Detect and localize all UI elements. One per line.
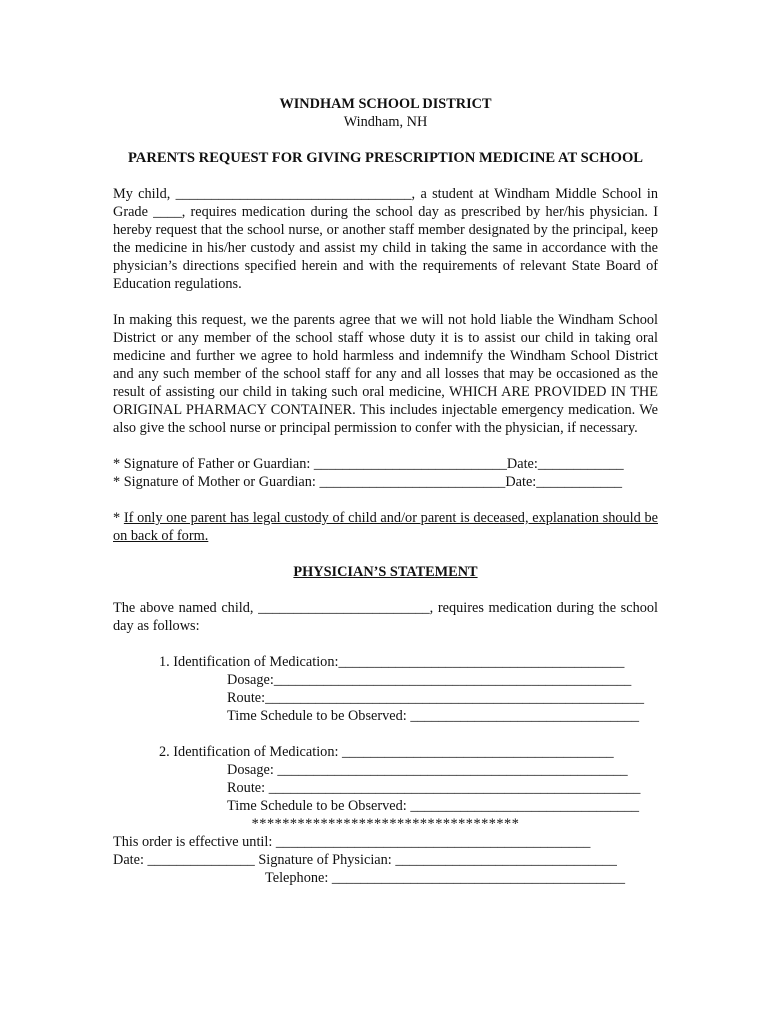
medication-2-dosage[interactable]: Dosage: _________________________________________________ [227, 762, 628, 778]
custody-note-text: If only one parent has legal custody of child and/or parent is deceased, explanation should be on back of form. [113, 510, 658, 544]
medication-2-schedule[interactable]: Time Schedule to be Observed: ________________________________ [227, 798, 640, 814]
form-title: PARENTS REQUEST FOR GIVING PRESCRIPTION MEDICINE AT SCHOOL [127, 150, 644, 166]
medication-1-dosage[interactable]: Dosage:__________________________________________________ [227, 672, 632, 688]
physician-statement-heading: PHYSICIAN’S STATEMENT [293, 564, 478, 580]
liability-paragraph: In making this request, we the parents agree that we will not hold liable the Windham School District or any member of the school staff whose duty it is to assist our child in taking oral medicine and further we agree to hold harmless and indemnify the Windham School District and any such member of the school staff for any and all losses that may be occasioned as the result of assisting our child in taking such oral medicine, WHICH ARE PROVIDED IN THE ORIGINAL PHARMACY CONTAINER. This includes injectable emergency medication. We also give the school nurse or principal permission to confer with the physician, if necessary. [113, 312, 658, 436]
custody-note [113, 509, 658, 545]
medication-1-block [113, 653, 658, 725]
medication-1-identification[interactable]: 1. Identification of Medication:________________________________________ [159, 654, 625, 670]
district-name: WINDHAM SCHOOL DISTRICT [279, 96, 492, 112]
medication-2-route[interactable]: Route: ____________________________________________________ [227, 780, 641, 796]
separator-stars: *********************************** [251, 816, 520, 832]
physician-intro: The above named child, ________________________, requires medication during the school day as follows: [113, 600, 658, 634]
request-paragraph: My child, _________________________________, a student at Windham Middle School in Grade ____, requires medication during the school day as prescribed by her/his physician. I hereby request that the school nurse, or another staff member designated by the principal, keep the medicine in his/her custody and assist my child in taking the same in accordance with the physician’s directions specified herein and with the requirements of relevant State Board of Education regulations. [113, 186, 658, 292]
father-signature-line[interactable]: * Signature of Father or Guardian: ___________________________Date:____________ [113, 456, 624, 472]
effective-until-line[interactable]: This order is effective until: ____________________________________________ [113, 834, 591, 850]
district-location: Windham, NH [343, 114, 428, 130]
medication-2-identification[interactable]: 2. Identification of Medication: ______________________________________ [159, 744, 614, 760]
mother-signature-line[interactable]: * Signature of Mother or Guardian: __________________________Date:____________ [113, 474, 623, 490]
medication-1-route[interactable]: Route:_____________________________________________________ [227, 690, 644, 706]
telephone-line[interactable]: Telephone: _________________________________________ [265, 870, 625, 886]
custody-note-asterisk: * [113, 510, 124, 526]
medication-2-block [113, 743, 658, 815]
date-physician-signature-line[interactable]: Date: _______________ Signature of Physician: _______________________________ [113, 852, 617, 868]
form-page [113, 95, 658, 887]
medication-1-schedule[interactable]: Time Schedule to be Observed: ________________________________ [227, 708, 640, 724]
